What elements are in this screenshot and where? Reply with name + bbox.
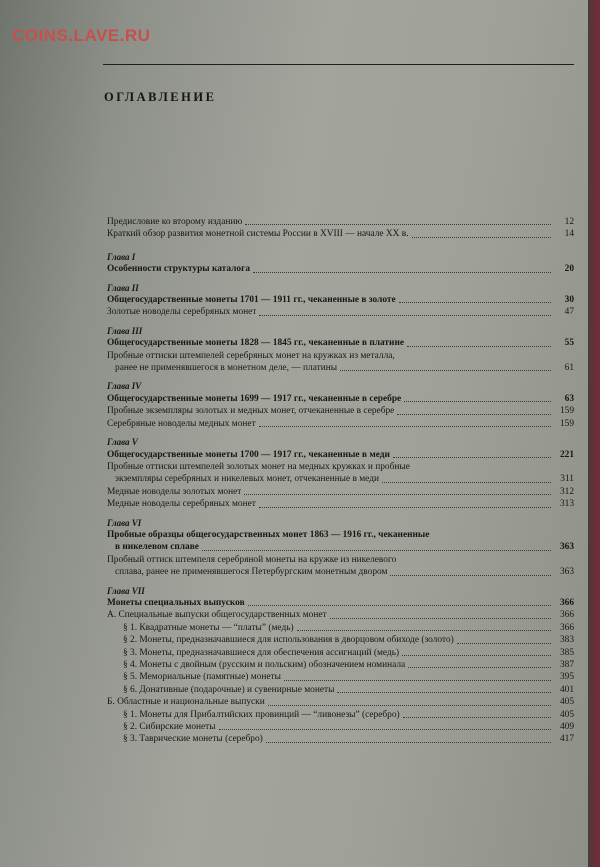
toc-entry-title: Краткий обзор развития монетной системы России в XVIII — начале XX в. [107, 229, 409, 240]
toc-page-number: 30 [564, 295, 574, 306]
toc-entry[interactable] [107, 733, 574, 745]
toc-page-number: 401 [559, 684, 574, 695]
toc-entry-title: § 3. Таврические монеты (серебро) [123, 734, 263, 745]
toc-entry[interactable] [107, 362, 574, 374]
chapter-label: Глава I [107, 251, 136, 262]
toc-page-number: 395 [559, 672, 574, 683]
toc-entry-title: Медные новоделы золотых монет [107, 486, 242, 497]
toc-entry-title: Пробный оттиск штемпеля серебряной монеты на кружке из никелевого [107, 554, 397, 565]
toc-page-number: 63 [564, 393, 574, 404]
toc-entry-title: § 3. Монеты, предназначавшиеся для обеспечения ассигнаций (медь) [123, 647, 400, 658]
toc-entry[interactable] [107, 622, 574, 634]
toc-page-number: 159 [559, 406, 574, 417]
toc-entry-title: Общегосударственные монеты 1828 — 1845 гг., чеканенные в платине [107, 338, 405, 349]
chapter-label: Глава IV [107, 381, 142, 392]
toc-entry[interactable] [107, 709, 574, 721]
toc-entry[interactable] [107, 671, 574, 683]
toc-entry-title: Б. Областные и национальные выпуски [107, 697, 265, 708]
toc-entry-title: Золотые новоделы серебряных монет [107, 307, 257, 318]
table-of-contents [107, 216, 574, 746]
toc-page-number: 20 [564, 264, 574, 275]
toc-page-number: 366 [559, 622, 574, 633]
toc-entry[interactable] [107, 418, 574, 430]
toc-entry[interactable] [107, 294, 574, 306]
toc-page-number: 47 [564, 307, 574, 318]
toc-entry-title: Пробные оттиски штемпелей золотых монет на медных кружках и пробные [107, 461, 410, 472]
toc-entry[interactable] [107, 597, 574, 609]
toc-entry-title: Общегосударственные монеты 1701 — 1911 гг., чеканенные в золоте [107, 295, 396, 306]
toc-entry-title: экземпляры серебряных и никелевых монет, отчеканенные в меди [115, 474, 379, 485]
book-cover-edge [588, 0, 600, 867]
toc-page-number: 312 [559, 486, 574, 497]
chapter-label: Глава VI [107, 517, 142, 528]
toc-entry[interactable] [107, 263, 574, 275]
toc-entry-title: § 2. Сибирские монеты [123, 722, 216, 733]
toc-entry-title: Пробные экземпляры золотых и медных монет, отчеканенные в серебре [107, 406, 395, 417]
toc-page-number: 313 [559, 499, 574, 510]
watermark: COINS.LAVE.RU [12, 26, 151, 45]
toc-page-number: 417 [559, 734, 574, 745]
toc-page-number: 363 [559, 542, 574, 553]
toc-entry-title: сплава, ранее не применявшегося Петербургским монетным двором [115, 567, 388, 578]
toc-entry-title: Монеты специальных выпусков [107, 597, 245, 608]
toc-entry[interactable] [107, 647, 574, 659]
chapter-label: Глава VII [107, 585, 145, 596]
toc-page-number: 405 [559, 709, 574, 720]
toc-entry-title: Особенности структуры каталога [107, 264, 251, 275]
toc-entry-title: А. Специальные выпуски общегосударственных монет [107, 610, 327, 621]
toc-entry[interactable] [107, 566, 574, 578]
toc-page-number: 409 [559, 722, 574, 733]
toc-entry[interactable] [107, 721, 574, 733]
toc-entry-title: § 1. Квадратные монеты — “платы” (медь) [123, 622, 294, 633]
toc-section[interactable] [107, 696, 574, 708]
toc-page-number: 366 [559, 597, 574, 608]
chapter-label: Глава III [107, 325, 143, 336]
toc-entry[interactable] [107, 216, 574, 228]
toc-entry-title: § 5. Мемориальные (памятные) монеты [123, 672, 281, 683]
toc-page-number: 159 [559, 418, 574, 429]
toc-page-number: 61 [564, 363, 574, 374]
toc-page-number: 385 [559, 647, 574, 658]
chapter-label: Глава V [107, 437, 138, 448]
toc-page-number: 55 [564, 338, 574, 349]
toc-entry[interactable] [107, 228, 574, 240]
toc-entry-title: Медные новоделы серебряных монет [107, 499, 256, 510]
toc-entry[interactable] [107, 393, 574, 405]
toc-entry[interactable] [107, 634, 574, 646]
toc-entry-title: Общегосударственные монеты 1700 — 1917 гг., чеканенные в меди [107, 449, 390, 460]
toc-entry-title: § 6. Донативные (подарочные) и сувенирные монеты [123, 684, 335, 695]
toc-page-number: 311 [560, 474, 574, 485]
toc-entry[interactable] [107, 405, 574, 417]
toc-page-number: 12 [564, 217, 574, 227]
toc-entry-title: в никелевом сплаве [115, 542, 199, 553]
chapter-label: Глава II [107, 282, 139, 293]
toc-entry[interactable] [107, 541, 574, 553]
toc-entry[interactable] [107, 306, 574, 318]
toc-entry[interactable] [107, 498, 574, 510]
toc-section[interactable] [107, 609, 574, 621]
toc-page-number: 363 [559, 567, 574, 578]
toc-page-number: 383 [559, 635, 574, 646]
toc-entry[interactable] [107, 659, 574, 671]
toc-entry-title: Пробные образцы общегосударственных монет 1863 — 1916 гг., чеканенные [107, 529, 430, 540]
toc-entry-title: ранее не применявшегося в монетном деле, — платины [115, 363, 338, 374]
toc-entry-title: § 4. Монеты с двойным (русским и польским) обозначением номинала [123, 660, 406, 670]
toc-entry[interactable] [107, 337, 574, 349]
toc-page-number: 14 [564, 229, 574, 240]
toc-page-number: 405 [559, 697, 574, 708]
page-title: ОГЛАВЛЕНИЕ [104, 90, 217, 104]
toc-page-number: 221 [559, 449, 574, 460]
toc-entry[interactable] [107, 449, 574, 461]
toc-entry-title: Общегосударственные монеты 1699 — 1917 гг., чеканенные в серебре [107, 393, 402, 404]
toc-entry-title: Пробные оттиски штемпелей серебряных монет на кружках из металла, [107, 350, 395, 361]
header-rule [103, 64, 574, 65]
toc-entry[interactable] [107, 684, 574, 696]
toc-entry[interactable] [107, 473, 574, 485]
toc-entry-title: § 1. Монеты для Прибалтийских провинций — “ливонезы” (серебро) [123, 709, 400, 720]
toc-entry-title: § 2. Монеты, предназначавшиеся для использования в дворцовом обиходе (золото) [123, 635, 454, 646]
toc-page-number: 387 [559, 660, 574, 670]
toc-entry[interactable] [107, 486, 574, 498]
toc-page-number: 366 [559, 610, 574, 621]
toc-entry-title: Предисловие ко второму изданию [107, 217, 243, 227]
toc-entry-title: Серебряные новоделы медных монет [107, 418, 256, 429]
